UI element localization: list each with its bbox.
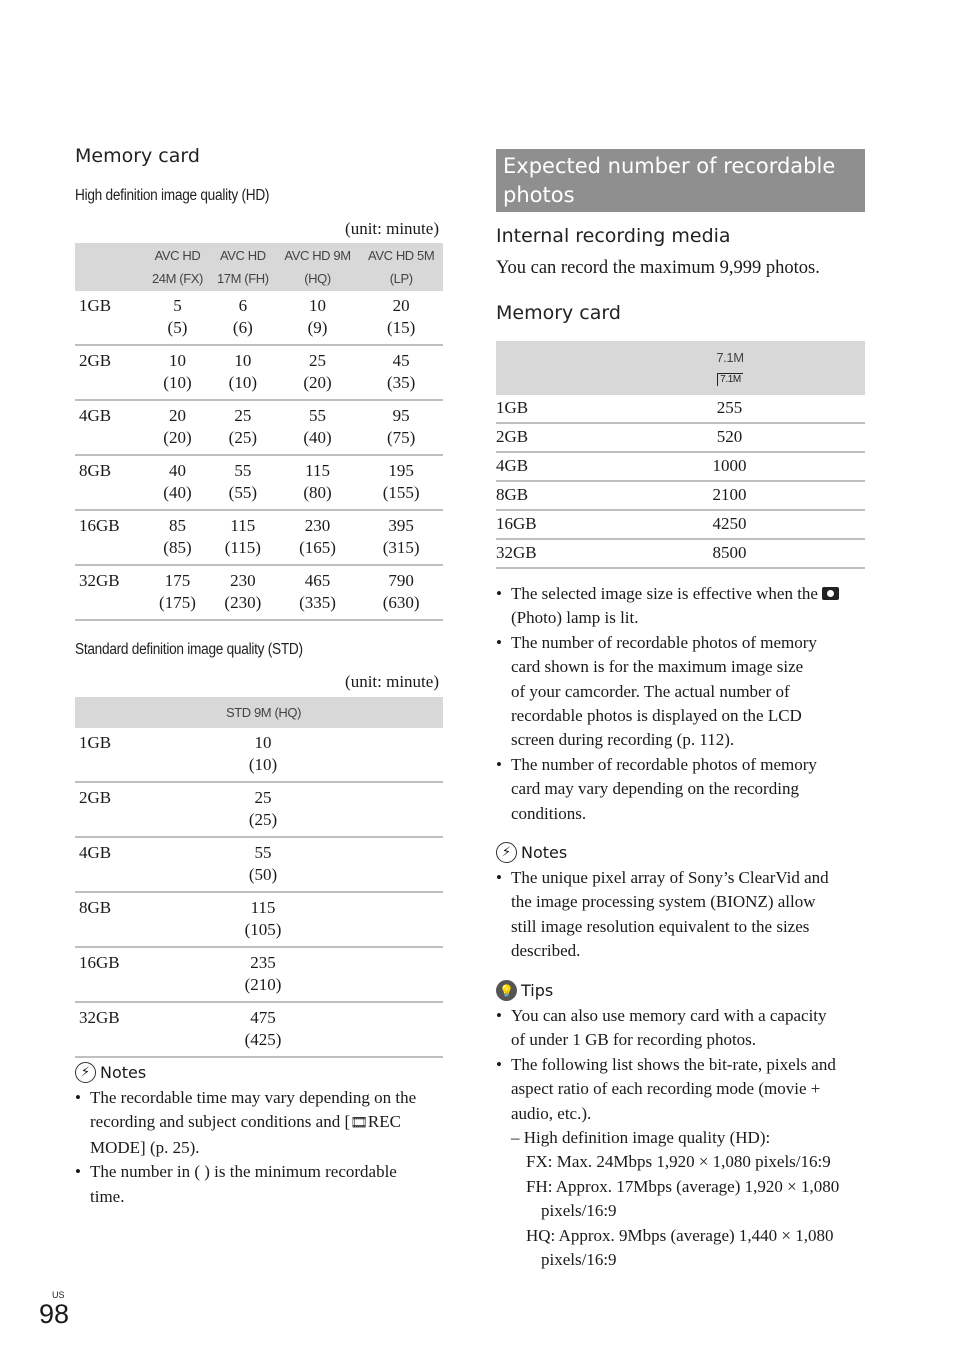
section-banner: Expected number of recordable photos bbox=[496, 149, 865, 212]
list-item: • The number of recordable photos of memory card shown is for the maximum image size of your camcorder. The actual number of recordable photos is displayed on the LCD screen during recording (p. 112). bbox=[496, 631, 865, 753]
table-cell: 1000 bbox=[668, 452, 865, 481]
row-label: 1GB bbox=[496, 395, 668, 423]
row-label: 16GB bbox=[75, 510, 145, 565]
list-item: • The number in ( ) is the minimum recordable time. bbox=[75, 1160, 445, 1209]
row-label: 4GB bbox=[75, 837, 157, 892]
page-number-value: 98 bbox=[39, 1299, 70, 1329]
table-row bbox=[75, 892, 443, 947]
table-cell: 115 (115) bbox=[210, 510, 276, 565]
list-item: • The selected image size is effective when the (Photo) lamp is lit. bbox=[496, 582, 865, 631]
notes-label: Notes bbox=[521, 843, 568, 862]
table-cell: 25 (20) bbox=[276, 345, 360, 400]
table-cell: 55 (40) bbox=[276, 400, 360, 455]
hd-header-blank bbox=[75, 243, 145, 291]
photo-col-7-1m: 7.1M 7.1M bbox=[668, 341, 865, 395]
memory-card-heading: Memory card bbox=[75, 145, 200, 167]
table-row bbox=[75, 728, 443, 782]
photo-header-blank bbox=[496, 341, 668, 395]
std-table bbox=[75, 697, 443, 1058]
notes-icon: ⚡ bbox=[496, 842, 517, 863]
memory-card-heading-right: Memory card bbox=[496, 302, 621, 324]
std-table-header bbox=[75, 697, 443, 728]
std-header-blank bbox=[75, 697, 157, 728]
list-item: • The following list shows the bit-rate, pixels and aspect ratio of each recording mode (movie + audio, etc.). bbox=[496, 1053, 868, 1126]
table-cell: 230 (165) bbox=[276, 510, 360, 565]
row-label: 16GB bbox=[75, 947, 157, 1002]
movie-mode-icon: 🎞 bbox=[350, 1115, 368, 1132]
row-label: 1GB bbox=[75, 728, 157, 782]
table-cell: 4250 bbox=[668, 510, 865, 539]
row-label: 4GB bbox=[496, 452, 668, 481]
hd-unit: (unit: minute) bbox=[345, 219, 439, 238]
table-cell: 10 (10) bbox=[210, 345, 276, 400]
std-col-hq: STD 9M (HQ) bbox=[157, 697, 443, 728]
list-item: • You can also use memory card with a capacity of under 1 GB for recording photos. bbox=[496, 1004, 868, 1053]
table-cell: 5 (5) bbox=[145, 291, 210, 345]
lightbulb-icon: 💡 bbox=[496, 980, 517, 1001]
photo-bullets bbox=[496, 582, 865, 826]
table-cell: 195 (155) bbox=[359, 455, 443, 510]
row-label: 32GB bbox=[75, 565, 145, 620]
notes-icon: ⚡ bbox=[75, 1062, 96, 1083]
tips-sub-fh-cont: pixels/16:9 bbox=[541, 1201, 617, 1221]
table-row bbox=[75, 400, 443, 455]
std-unit: (unit: minute) bbox=[345, 672, 439, 691]
table-cell: 475 (425) bbox=[157, 1002, 443, 1057]
row-label: 4GB bbox=[75, 400, 145, 455]
notes-list-left bbox=[75, 1086, 445, 1209]
table-cell: 45 (35) bbox=[359, 345, 443, 400]
table-cell: 520 bbox=[668, 423, 865, 452]
row-label: 2GB bbox=[75, 782, 157, 837]
table-row bbox=[75, 565, 443, 620]
table-row bbox=[75, 837, 443, 892]
table-cell: 235 (210) bbox=[157, 947, 443, 1002]
hd-col-lp: AVC HD 5M (LP) bbox=[359, 243, 443, 291]
table-cell: 85 (85) bbox=[145, 510, 210, 565]
table-cell: 10 (10) bbox=[145, 345, 210, 400]
table-cell: 6 (6) bbox=[210, 291, 276, 345]
list-item: • The number of recordable photos of memory card may vary depending on the recording conditions. bbox=[496, 753, 865, 826]
tips-label: Tips bbox=[521, 981, 554, 1000]
table-cell: 10 (10) bbox=[157, 728, 443, 782]
tips-list bbox=[496, 1004, 868, 1272]
table-row bbox=[75, 291, 443, 345]
tips-sub-fh: FH: Approx. 17Mbps (average) 1,920 × 1,080 bbox=[526, 1176, 840, 1196]
hd-heading: High definition image quality (HD) bbox=[75, 187, 270, 204]
tips-sub-hq: HQ: Approx. 9Mbps (average) 1,440 × 1,080 bbox=[526, 1225, 834, 1245]
table-cell: 230 (230) bbox=[210, 565, 276, 620]
tips-sub-hq-cont: pixels/16:9 bbox=[541, 1250, 617, 1270]
page-number bbox=[39, 1290, 69, 1328]
table-row bbox=[75, 782, 443, 837]
list-item: • The recordable time may vary depending on the recording and subject conditions and [🎞REC MODE] (p. 25). bbox=[75, 1086, 445, 1160]
table-cell: 395 (315) bbox=[359, 510, 443, 565]
row-label: 16GB bbox=[496, 510, 668, 539]
table-row bbox=[496, 452, 865, 481]
table-cell: 55 (55) bbox=[210, 455, 276, 510]
table-cell: 40 (40) bbox=[145, 455, 210, 510]
table-row bbox=[75, 345, 443, 400]
tips-sub-heading: – High definition image quality (HD): bbox=[511, 1128, 771, 1148]
region-label: US bbox=[52, 1290, 65, 1300]
notes-heading-right bbox=[496, 842, 567, 863]
hd-col-fx: AVC HD 24M (FX) bbox=[145, 243, 210, 291]
table-row bbox=[75, 455, 443, 510]
row-label: 32GB bbox=[496, 539, 668, 568]
row-label: 32GB bbox=[75, 1002, 157, 1057]
table-cell: 20 (15) bbox=[359, 291, 443, 345]
table-row bbox=[496, 481, 865, 510]
hd-table bbox=[75, 243, 443, 621]
table-row bbox=[75, 1002, 443, 1057]
table-row bbox=[496, 510, 865, 539]
table-row bbox=[75, 947, 443, 1002]
hd-table-header bbox=[75, 243, 443, 291]
internal-media-text: You can record the maximum 9,999 photos. bbox=[496, 258, 820, 278]
table-row bbox=[75, 510, 443, 565]
camera-icon bbox=[822, 587, 839, 600]
photo-table-header bbox=[496, 341, 865, 395]
hd-col-fh: AVC HD 17M (FH) bbox=[210, 243, 276, 291]
table-row bbox=[496, 395, 865, 423]
table-row bbox=[496, 539, 865, 568]
row-label: 8GB bbox=[496, 481, 668, 510]
row-label: 1GB bbox=[75, 291, 145, 345]
table-cell: 10 (9) bbox=[276, 291, 360, 345]
tips-heading bbox=[496, 980, 553, 1001]
table-row bbox=[496, 423, 865, 452]
std-heading: Standard definition image quality (STD) bbox=[75, 641, 303, 658]
table-cell: 55 (50) bbox=[157, 837, 443, 892]
table-cell: 8500 bbox=[668, 539, 865, 568]
image-size-icon: 7.1M bbox=[717, 373, 743, 386]
table-cell: 465 (335) bbox=[276, 565, 360, 620]
internal-media-heading: Internal recording media bbox=[496, 225, 731, 247]
row-label: 8GB bbox=[75, 892, 157, 947]
table-cell: 255 bbox=[668, 395, 865, 423]
table-cell: 115 (105) bbox=[157, 892, 443, 947]
table-cell: 790 (630) bbox=[359, 565, 443, 620]
table-cell: 20 (20) bbox=[145, 400, 210, 455]
row-label: 8GB bbox=[75, 455, 145, 510]
table-cell: 25 (25) bbox=[210, 400, 276, 455]
tips-sub-fx: FX: Max. 24Mbps 1,920 × 1,080 pixels/16:9 bbox=[526, 1152, 831, 1172]
notes-heading-left bbox=[75, 1062, 146, 1083]
table-cell: 95 (75) bbox=[359, 400, 443, 455]
table-cell: 25 (25) bbox=[157, 782, 443, 837]
photo-table bbox=[496, 341, 865, 569]
table-cell: 115 (80) bbox=[276, 455, 360, 510]
table-cell: 175 (175) bbox=[145, 565, 210, 620]
row-label: 2GB bbox=[75, 345, 145, 400]
notes-list-right bbox=[496, 866, 865, 964]
row-label: 2GB bbox=[496, 423, 668, 452]
list-item: • The unique pixel array of Sony’s ClearVid and the image processing system (BIONZ) allow still image resolution equivalent to the sizes described. bbox=[496, 866, 865, 964]
notes-label: Notes bbox=[100, 1063, 147, 1082]
hd-col-hq: AVC HD 9M (HQ) bbox=[276, 243, 360, 291]
table-cell: 2100 bbox=[668, 481, 865, 510]
